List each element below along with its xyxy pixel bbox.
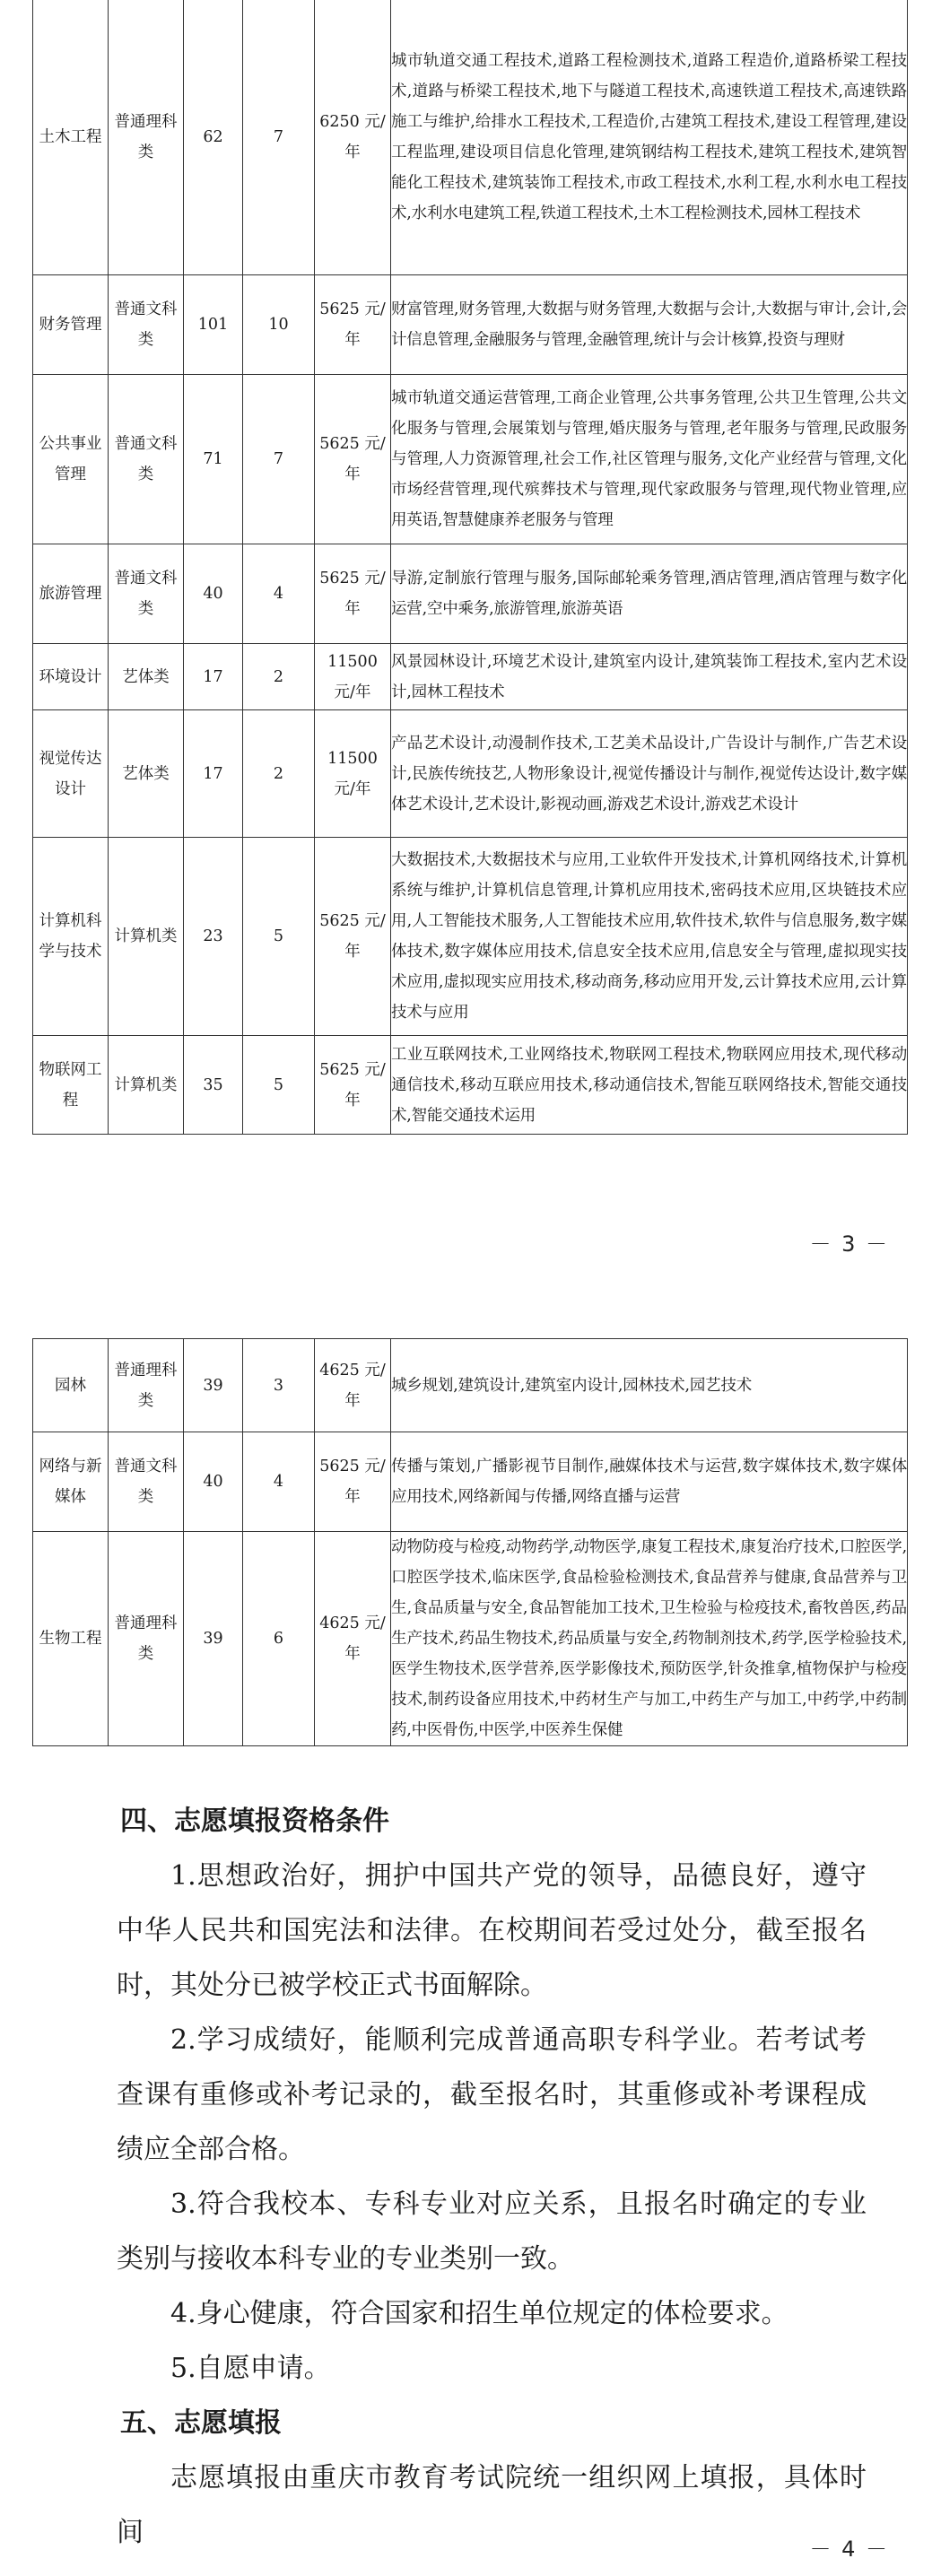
major-name-cell: 物联网工程	[33, 1036, 109, 1135]
major-name-cell: 公共事业管理	[33, 375, 109, 544]
table-row	[33, 275, 908, 375]
category-cell: 艺体类	[109, 644, 184, 710]
count-cell: 10	[243, 275, 315, 375]
table-row	[33, 1036, 908, 1135]
tuition-fee-cell: 5625 元/年	[315, 838, 391, 1036]
count-cell: 3	[243, 1339, 315, 1432]
application-paragraph: 志愿填报由重庆市教育考试院统一组织网上填报，具体时间	[117, 2462, 867, 2548]
category-cell: 普通理科类	[109, 1532, 184, 1746]
count-cell: 7	[243, 0, 315, 275]
category-cell: 普通文科类	[109, 375, 184, 544]
table-row	[33, 1532, 908, 1746]
corresponding-majors-cell: 传播与策划,广播影视节目制作,融媒体技术与运营,数字媒体技术,数字媒体应用技术,网络新闻与传播,网络直播与运营	[391, 1432, 908, 1532]
count-cell: 4	[243, 544, 315, 644]
category-cell: 计算机类	[109, 1036, 184, 1135]
planned-cell: 71	[184, 375, 243, 544]
category-cell: 艺体类	[109, 710, 184, 838]
planned-cell: 62	[184, 0, 243, 275]
eligibility-item-3: 3.符合我校本、专科专业对应关系，且报名时确定的专业类别与接收本科专业的专业类别一致。	[117, 2189, 867, 2275]
tuition-fee-cell: 11500 元/年	[315, 644, 391, 710]
tuition-fee-cell: 5625 元/年	[315, 1432, 391, 1532]
tuition-fee-cell: 5625 元/年	[315, 1036, 391, 1135]
count-cell: 6	[243, 1532, 315, 1746]
table-row	[33, 1339, 908, 1432]
tuition-fee-cell: 4625 元/年	[315, 1339, 391, 1432]
tuition-fee-cell: 4625 元/年	[315, 1532, 391, 1746]
major-name-cell: 视觉传达设计	[33, 710, 109, 838]
table-row	[33, 838, 908, 1036]
category-cell: 计算机类	[109, 838, 184, 1036]
planned-cell: 39	[184, 1532, 243, 1746]
corresponding-majors-cell: 城乡规划,建筑设计,建筑室内设计,园林技术,园艺技术	[391, 1339, 908, 1432]
category-cell: 普通文科类	[109, 1432, 184, 1532]
count-cell: 7	[243, 375, 315, 544]
page-number-4: － 4 －	[809, 2537, 889, 2562]
planned-cell: 101	[184, 275, 243, 375]
tuition-fee-cell: 6250 元/年	[315, 0, 391, 275]
corresponding-majors-cell: 动物防疫与检疫,动物药学,动物医学,康复工程技术,康复治疗技术,口腔医学,口腔医学技术,临床医学,食品检验检测技术,食品营养与健康,食品营养与卫生,食品质量与安全,食品智能加工技术,卫生检验与检疫技术,畜牧兽医,药品生产技术,药品生物技术,药品质量与安全,药物制剂技术,药学,医学检验技术,医学生物技术,医学营养,医学影像技术,预防医学,针灸推拿,植物保护与检疫技术,制药设备应用技术,中药材生产与加工,中药生产与加工,中药学,中药制药,中医骨伤,中医学,中医养生保健	[391, 1532, 908, 1746]
major-name-cell: 土木工程	[33, 0, 109, 275]
major-name-cell: 财务管理	[33, 275, 109, 375]
eligibility-item-5: 5.自愿申请。	[170, 2353, 331, 2384]
tuition-fee-cell: 11500 元/年	[315, 710, 391, 838]
corresponding-majors-cell: 风景园林设计,环境艺术设计,建筑室内设计,建筑装饰工程技术,室内艺术设计,园林工程技术	[391, 644, 908, 710]
majors-table-body	[33, 0, 908, 1135]
count-cell: 4	[243, 1432, 315, 1532]
corresponding-majors-cell: 导游,定制旅行管理与服务,国际邮轮乘务管理,酒店管理,酒店管理与数字化运营,空中乘务,旅游管理,旅游英语	[391, 544, 908, 644]
major-name-cell: 环境设计	[33, 644, 109, 710]
tuition-fee-cell: 5625 元/年	[315, 275, 391, 375]
category-cell: 普通理科类	[109, 0, 184, 275]
eligibility-item-4: 4.身心健康，符合国家和招生单位规定的体检要求。	[170, 2298, 789, 2329]
section-heading-application: 五、志愿填报	[120, 2407, 282, 2439]
planned-cell: 35	[184, 1036, 243, 1135]
majors-table-body	[33, 1339, 908, 1746]
table-row	[33, 710, 908, 838]
table-row	[33, 644, 908, 710]
planned-cell: 23	[184, 838, 243, 1036]
corresponding-majors-cell: 城市轨道交通运营管理,工商企业管理,公共事务管理,公共卫生管理,公共文化服务与管理,会展策划与管理,婚庆服务与管理,老年服务与管理,民政服务与管理,人力资源管理,社会工作,社区管理与服务,文化产业经营与管理,文化市场经营管理,现代殡葬技术与管理,现代家政服务与管理,现代物业管理,应用英语,智慧健康养老服务与管理	[391, 375, 908, 544]
major-name-cell: 园林	[33, 1339, 109, 1432]
major-name-cell: 计算机科学与技术	[33, 838, 109, 1036]
planned-cell: 40	[184, 1432, 243, 1532]
corresponding-majors-cell: 工业互联网技术,工业网络技术,物联网工程技术,物联网应用技术,现代移动通信技术,移动互联应用技术,移动通信技术,智能互联网络技术,智能交通技术,智能交通技术运用	[391, 1036, 908, 1135]
corresponding-majors-cell: 城市轨道交通工程技术,道路工程检测技术,道路工程造价,道路桥梁工程技术,道路与桥梁工程技术,地下与隧道工程技术,高速铁道工程技术,高速铁路施工与维护,给排水工程技术,工程造价,古建筑工程技术,建设工程管理,建设工程监理,建设项目信息化管理,建筑钢结构工程技术,建筑工程技术,建筑智能化工程技术,建筑装饰工程技术,市政工程技术,水利工程,水利水电工程技术,水利水电建筑工程,铁道工程技术,土木工程检测技术,园林工程技术	[391, 0, 908, 275]
count-cell: 2	[243, 710, 315, 838]
category-cell: 普通文科类	[109, 544, 184, 644]
planned-cell: 40	[184, 544, 243, 644]
table-row	[33, 544, 908, 644]
page-number-3: － 3 －	[809, 1231, 889, 1257]
major-name-cell: 生物工程	[33, 1532, 109, 1746]
corresponding-majors-cell: 产品艺术设计,动漫制作技术,工艺美术品设计,广告设计与制作,广告艺术设计,民族传统技艺,人物形象设计,视觉传播设计与制作,视觉传达设计,数字媒体艺术设计,艺术设计,影视动画,游戏艺术设计,游戏艺术设计	[391, 710, 908, 838]
corresponding-majors-cell: 财富管理,财务管理,大数据与财务管理,大数据与会计,大数据与审计,会计,会计信息管理,金融服务与管理,金融管理,统计与会计核算,投资与理财	[391, 275, 908, 375]
corresponding-majors-cell: 大数据技术,大数据技术与应用,工业软件开发技术,计算机网络技术,计算机系统与维护,计算机信息管理,计算机应用技术,密码技术应用,区块链技术应用,人工智能技术服务,人工智能技术应用,软件技术,软件与信息服务,数字媒体技术,数字媒体应用技术,信息安全技术应用,信息安全与管理,虚拟现实技术应用,虚拟现实应用技术,移动商务,移动应用开发,云计算技术应用,云计算技术与应用	[391, 838, 908, 1036]
section-heading-eligibility: 四、志愿填报资格条件	[120, 1806, 389, 1837]
major-name-cell: 旅游管理	[33, 544, 109, 644]
planned-cell: 39	[184, 1339, 243, 1432]
eligibility-item-1: 1.思想政治好，拥护中国共产党的领导，品德良好，遵守中华人民共和国宪法和法律。在校期间若受过处分，截至报名时，其处分已被学校正式书面解除。	[117, 1860, 867, 2001]
eligibility-item-2: 2.学习成绩好，能顺利完成普通高职专科学业。若考试考查课有重修或补考记录的，截至报名时，其重修或补考课程成绩应全部合格。	[117, 2024, 867, 2165]
count-cell: 2	[243, 644, 315, 710]
table-row	[33, 0, 908, 275]
major-name-cell: 网络与新媒体	[33, 1432, 109, 1532]
tuition-fee-cell: 5625 元/年	[315, 544, 391, 644]
category-cell: 普通文科类	[109, 275, 184, 375]
planned-cell: 17	[184, 644, 243, 710]
category-cell: 普通理科类	[109, 1339, 184, 1432]
majors-table-page3	[32, 0, 908, 1135]
tuition-fee-cell: 5625 元/年	[315, 375, 391, 544]
eligibility-section	[117, 1794, 867, 2560]
count-cell: 5	[243, 1036, 315, 1135]
table-row	[33, 375, 908, 544]
planned-cell: 17	[184, 710, 243, 838]
count-cell: 5	[243, 838, 315, 1036]
table-row	[33, 1432, 908, 1532]
majors-table-page4	[32, 1338, 908, 1746]
